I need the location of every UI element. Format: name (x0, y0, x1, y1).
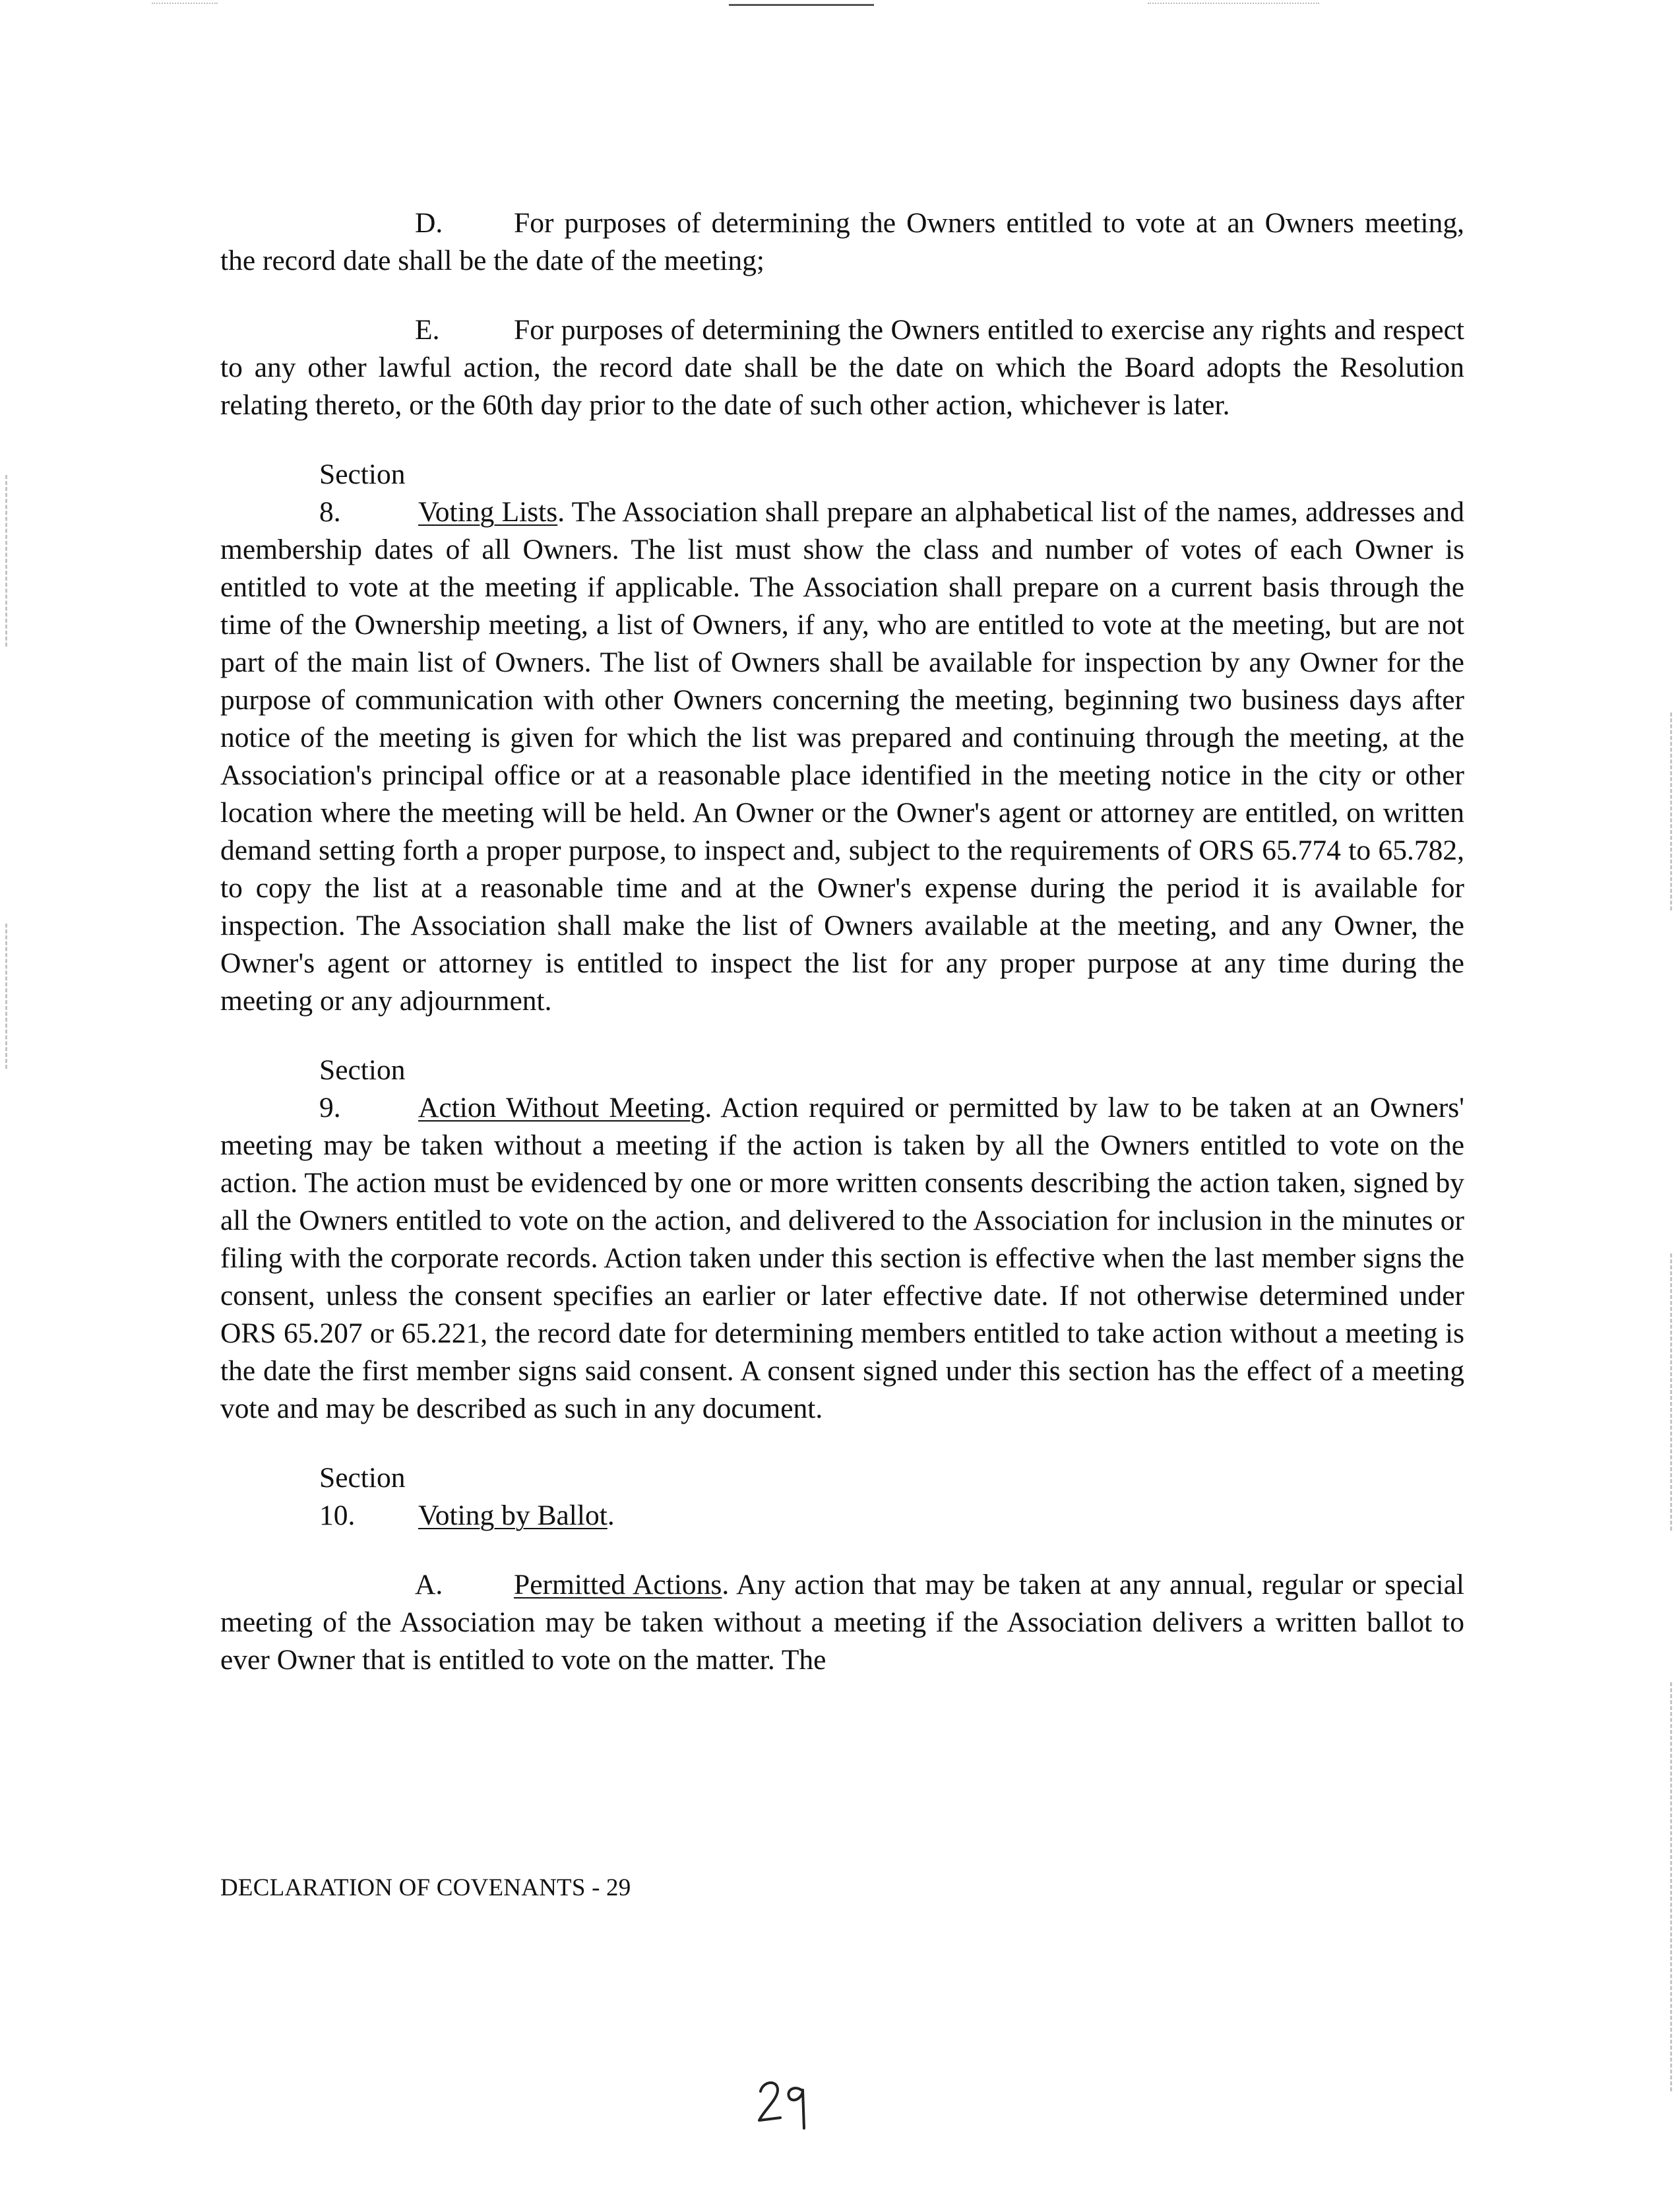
scan-artifact-line (729, 4, 874, 6)
paragraph-text: For purposes of determining the Owners entitled to exercise any rights and respect to any other lawful action, the record date shall be the date on which the Board adopts the Resolution relating thereto, or the 60th day prior to the date of such other action, whichever is later. (220, 314, 1464, 421)
section-number: Section 9. (319, 1054, 406, 1124)
document-body (220, 205, 1464, 1711)
paragraph-heading: Permitted Actions (514, 1569, 722, 1600)
scan-artifact-specks (1148, 3, 1319, 5)
paragraph-text: For purposes of determining the Owners entitled to vote at an Owners meeting, the record date shall be the date of the meeting; (220, 207, 1464, 276)
paragraph-d (220, 205, 1464, 280)
section-9 (220, 1052, 1464, 1428)
scan-artifact-specks (152, 3, 218, 5)
section-text: . (607, 1500, 615, 1531)
section-text: . The Association shall prepare an alphabetical list of the names, addresses and membership dates of all Owners. The list must show the class and number of votes of each Owner is entitled to vote at the meeting if applicable. The Association shall prepare on a current basis through the time of the Ownership meeting, a list of Owners, if any, who are entitled to vote at the meeting, but are not part of the main list of Owners. The list of Owners shall be available for inspection by any Owner for the purpose of communication with other Owners concerning the meeting, beginning two business days after notice of the meeting is given for which the list was prepared and continuing through the meeting, at the Association's principal office or at a reasonable place identified in the meeting notice in the city or other location where the meeting will be held. An Owner or the Owner's agent or attorney are entitled, on written demand setting forth a proper purpose, to inspect and, subject to the requirements of ORS 65.774 to 65.782, to copy the list at a reasonable time and at the Owner's expense during the period it is available for inspection. The Association shall make the list of Owners available at the meeting, and any Owner, the Owner's agent or attorney is entitled to inspect the list for any proper purpose at any time during the meeting or any adjournment. (220, 496, 1464, 1017)
page-footer: DECLARATION OF COVENANTS - 29 (220, 1874, 631, 1901)
scan-edge-marks-left (5, 924, 7, 1069)
paragraph-e (220, 311, 1464, 424)
scan-edge-marks-right (1670, 1682, 1672, 2091)
section-number: Section 8. (319, 459, 406, 528)
paragraph-a (220, 1566, 1464, 1679)
handwritten-page-number (755, 2072, 821, 2131)
section-heading: Voting by Ballot (418, 1500, 607, 1531)
scan-edge-marks-left (5, 475, 7, 647)
scan-edge-marks-right (1670, 1253, 1672, 1531)
section-10 (220, 1459, 1464, 1535)
paragraph-label: D. (415, 207, 443, 239)
paragraph-label: E. (415, 314, 440, 346)
section-text: . Action required or permitted by law to be taken at an Owners' meeting may be taken without a meeting if the action is taken by all the Owners entitled to vote on the action. The action must be evidenced by one or more written consents describing the action taken, signed by all the Owners entitled to vote on the action, and delivered to the Association for inclusion in the minutes or filing with the corporate records. Action taken under this section is effective when the last member signs the consent, unless the consent specifies an earlier or later effective date. If not otherwise determined under ORS 65.207 or 65.221, the record date for determining members entitled to take action without a meeting is the date the first member signs said consent. A consent signed under this section has the effect of a meeting vote and may be described as such in any document. (220, 1092, 1464, 1424)
paragraph-label: A. (415, 1569, 443, 1600)
section-heading: Action Without Meeting (418, 1092, 705, 1124)
scan-edge-marks-right (1670, 712, 1672, 910)
paragraph-text: . Any action that may be taken at any annual, regular or special meeting of the Association may be taken without a meeting if the Association delivers a written ballot to ever Owner that is entitled to vote on the matter. The (220, 1569, 1464, 1676)
section-8 (220, 456, 1464, 1020)
section-heading: Voting Lists (418, 496, 558, 528)
section-number: Section 10. (319, 1462, 406, 1531)
